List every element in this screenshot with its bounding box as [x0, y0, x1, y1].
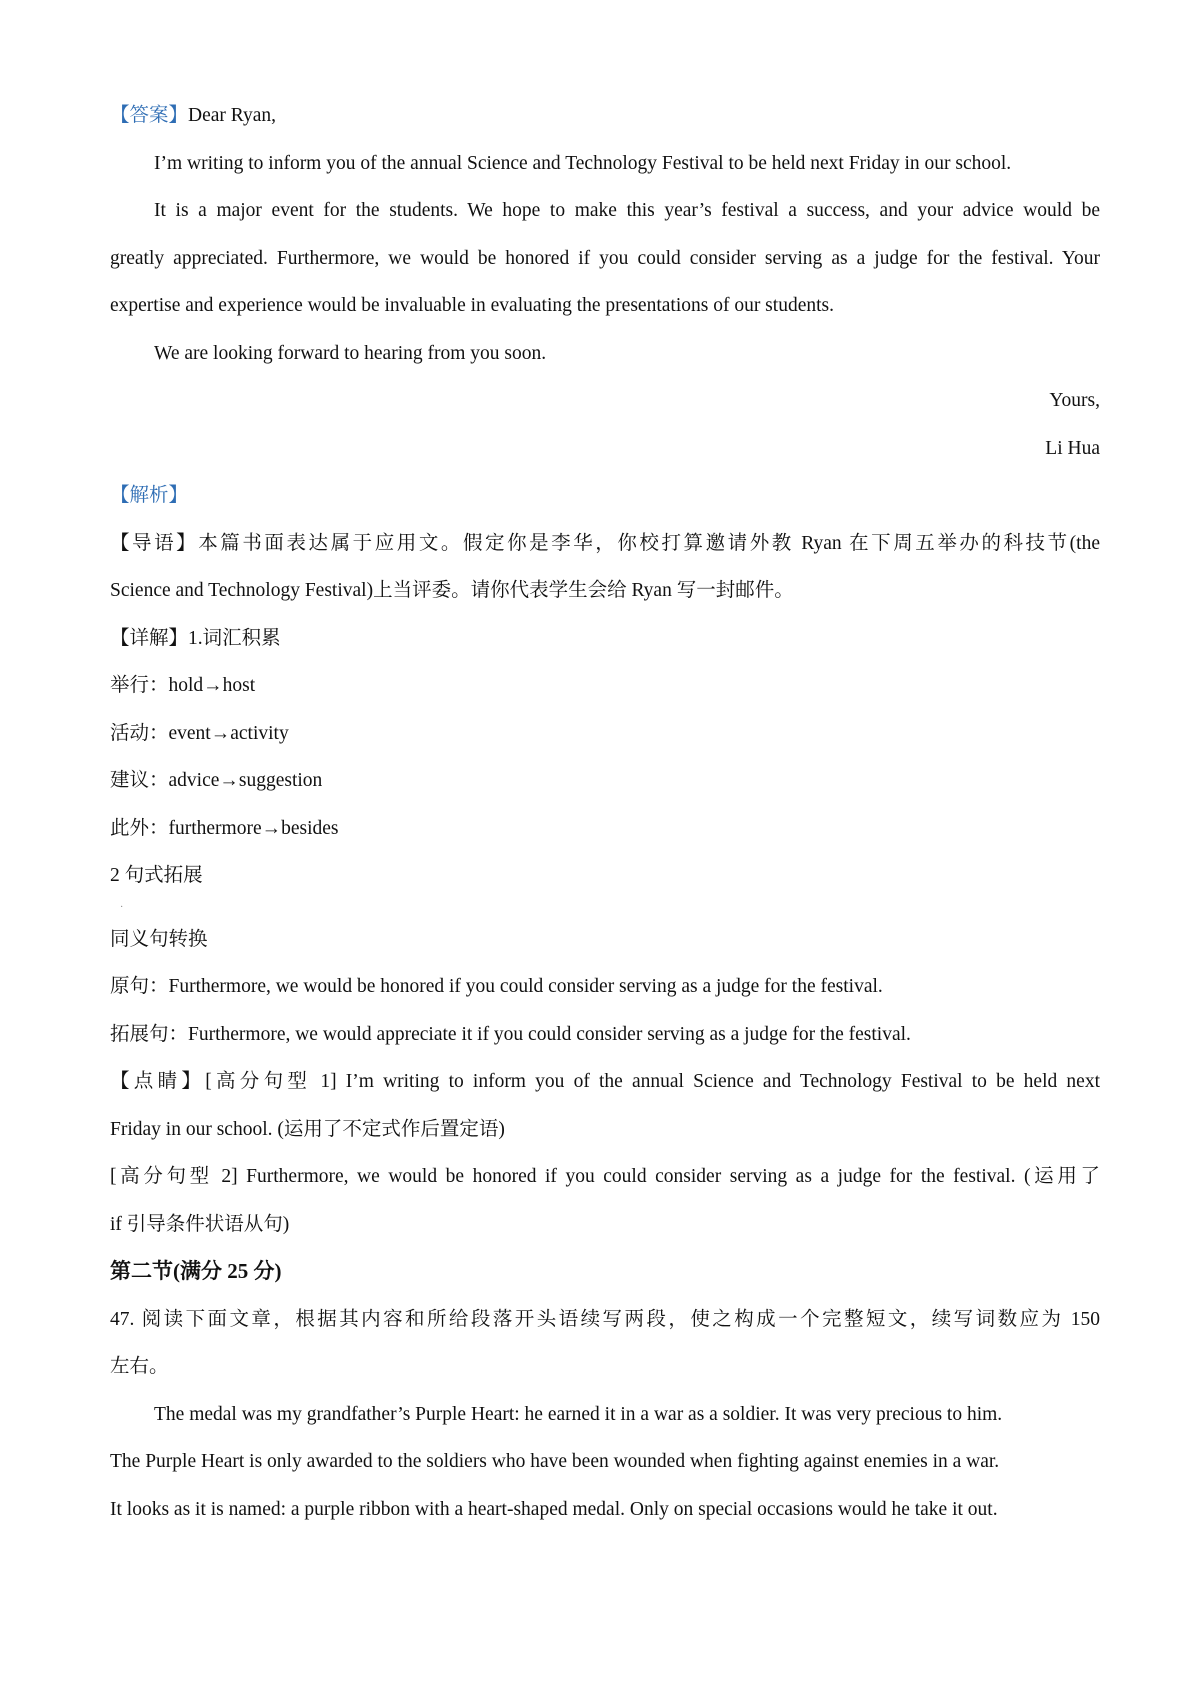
highlight-line-4: if 引导条件状语从句)	[110, 1213, 290, 1235]
detail-tag: 【详解】	[110, 627, 189, 649]
original-sentence: 原句：Furthermore, we would be honored if you could consider serving as a judge for the festival.	[110, 976, 883, 997]
letter-closing: Yours,	[1049, 390, 1100, 411]
answer-salutation-line	[110, 92, 1100, 140]
letter-paragraph-2-line-2: greatly appreciated. Furthermore, we would be honored if you could consider serving as a judge for the festival. Your	[110, 247, 1100, 269]
question-line-1: 47. 阅读下面文章，根据其内容和所给段落开头语续写两段，使之构成一个完整短文，续写词数应为 150	[110, 1308, 1100, 1330]
guide-line-1	[110, 520, 1100, 568]
guide-text-1: 本篇书面表达属于应用文。假定你是李华，你校打算邀请外教 Ryan 在下周五举办的科技节(the	[198, 532, 1100, 554]
highlight-line-1	[110, 1058, 1100, 1106]
detail-line	[110, 615, 1100, 663]
vocab-item: 建议：advice→suggestion	[110, 770, 323, 791]
document-page	[110, 92, 1100, 1533]
expanded-sentence: 拓展句：Furthermore, we would appreciate it if you could consider serving as a judge for the festival.	[110, 1023, 911, 1045]
salutation: Dear Ryan,	[188, 105, 277, 126]
vocab-item: 活动：event→activity	[110, 722, 289, 744]
question-line-2: 左右。	[110, 1356, 169, 1377]
stray-dot: ·	[120, 901, 124, 913]
synonym-title: 同义句转换	[110, 928, 208, 950]
letter-paragraph-3: We are looking forward to hearing from you soon.	[154, 342, 547, 364]
letter-paragraph-2-line-3: expertise and experience would be invaluable in evaluating the presentations of our students.	[110, 295, 834, 316]
letter-paragraph-2-line-1: It is a major event for the students. We hope to make this year’s festival a success, and your advice would be	[154, 200, 1100, 221]
guide-tag: 【导语】	[110, 532, 199, 554]
guide-line-2: Science and Technology Festival)上当评委。请你代表学生会给 Ryan 写一封邮件。	[110, 580, 794, 601]
detail-title: 1.词汇积累	[188, 627, 281, 649]
vocab-item: 此外：furthermore→besides	[110, 817, 339, 839]
letter-paragraph-1: I’m writing to inform you of the annual Science and Technology Festival to be held next Friday in our school.	[154, 152, 1012, 174]
letter-signature: Li Hua	[1045, 437, 1100, 459]
highlight-text-1: [高分句型 1] I’m writing to inform you of the annual Science and Technology Festival to be held next	[205, 1071, 1100, 1092]
analysis-tag: 【解析】	[110, 485, 189, 506]
story-line-1: The medal was my grandfather’s Purple Heart: he earned it in a war as a soldier. It was very precious to him.	[154, 1403, 1003, 1425]
story-line-2: The Purple Heart is only awarded to the soldiers who have been wounded when fighting against enemies in a war.	[110, 1451, 1000, 1472]
answer-tag: 【答案】	[110, 105, 189, 126]
section-heading: 第二节(满分 25 分)	[110, 1259, 282, 1283]
highlight-tag: 【点睛】	[110, 1071, 206, 1092]
highlight-line-3: [高分句型 2] Furthermore, we would be honored if you could consider serving as a judge for the festival. (运用了	[110, 1166, 1100, 1187]
vocab-item: 举行：hold→host	[110, 675, 256, 696]
highlight-line-2: Friday in our school. (运用了不定式作后置定语)	[110, 1118, 505, 1140]
section-2-title: 2 句式拓展	[110, 865, 203, 886]
story-line-3: It looks as it is named: a purple ribbon with a heart-shaped medal. Only on special occasions would he take it out.	[110, 1498, 998, 1520]
